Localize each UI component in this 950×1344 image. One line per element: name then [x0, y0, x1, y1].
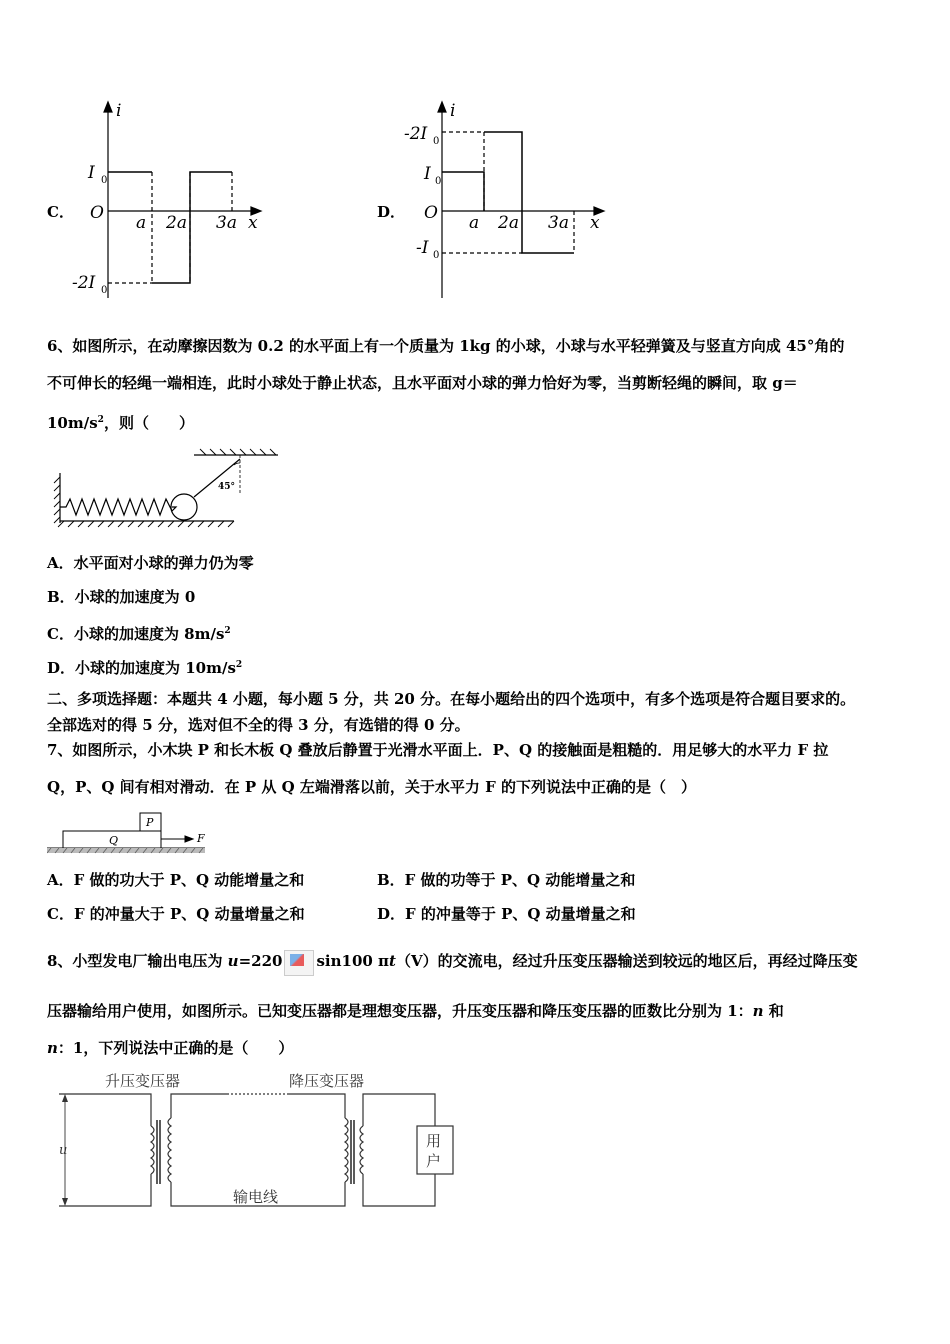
graph-d-tick-a: a [469, 213, 480, 233]
step-down-label: 降压变压器 [289, 1072, 365, 1090]
graph-d-neg2i0-top: -2I [404, 124, 428, 144]
user-label-1: 用 [426, 1132, 442, 1150]
label-q: Q [109, 834, 119, 847]
transmission-line-label: 输电线 [233, 1188, 279, 1206]
graph-d-tick-3a: 3a [548, 213, 569, 233]
angle-label: 45° [218, 482, 236, 492]
q6-line2: 不可伸长的轻绳一端相连，此时小球处于静止状态，且水平面对小球的弹力恰好为零，当剪断轻绳的瞬间，取 g＝ [47, 374, 798, 392]
graph-d [402, 98, 612, 300]
graph-d-origin: O [424, 203, 438, 223]
option-d-label: D． [377, 203, 406, 221]
svg-text:0: 0 [433, 250, 440, 261]
q7-line1: 7、如图所示，小木块 P 和长木板 Q 叠放后静置于光滑水平面上．P、Q 的接触面是粗糙的．用足够大的水平力 F 拉 [47, 741, 829, 759]
graph-c-origin: O [90, 203, 104, 223]
graph-d-neg-i0: -I [416, 238, 429, 258]
option-c-label: C． [47, 203, 74, 221]
section2-line1: 二、多项选择题：本题共 4 小题，每小题 5 分，共 20 分。在每小题给出的四个选项中，有多个选项是符合题目要求的。 [47, 690, 856, 708]
graph-c-tick-2a: 2a [166, 213, 187, 233]
q7-option-a: A．F 做的功大于 P、Q 动能增量之和 [47, 871, 305, 889]
step-down-secondary-coil [360, 1126, 363, 1174]
graph-d-wave [442, 172, 484, 211]
graph-d-i0: I [424, 164, 431, 184]
graph-c-tick-a: a [136, 213, 147, 233]
q8-line2: 压器输给用户使用，如图所示。已知变压器都是理想变压器，升压变压器和降压变压器的匝数比分别为 1：n 和 [47, 1002, 784, 1020]
svg-text:0: 0 [435, 176, 442, 187]
q6-option-d: D．小球的加速度为 $10m/s^2$ [47, 659, 243, 677]
q6-figure [50, 445, 290, 535]
graph-d-i-label: i [450, 101, 456, 121]
svg-text:0: 0 [101, 285, 108, 296]
step-up-primary-coil [151, 1126, 154, 1174]
graph-d-tick-2a: 2a [498, 213, 519, 233]
step-up-secondary-coil [168, 1118, 171, 1182]
svg-text:0: 0 [433, 136, 440, 147]
user-label-2: 户 [426, 1152, 442, 1170]
q7-figure [47, 810, 217, 858]
q8-line1: 8、小型发电厂输出电压为 u=220 sin100 πt（V）的交流电，经过升压变压器输送到较远的地区后，再经过降压变 [47, 950, 858, 976]
graph-c-neg2i0: -2I [72, 273, 96, 293]
label-f: F [197, 832, 205, 845]
broken-image-icon [284, 950, 314, 976]
step-up-label: 升压变压器 [105, 1072, 181, 1090]
graph-c-i-label: i [116, 101, 122, 121]
graph-c-i0: I [88, 163, 95, 183]
spring [60, 499, 176, 515]
q7-option-d: D．F 的冲量等于 P、Q 动量增量之和 [377, 905, 636, 923]
label-p: P [146, 816, 154, 829]
q6-option-b: B．小球的加速度为 0 [47, 588, 196, 606]
graph-d-x-label: x [590, 213, 600, 233]
q7-option-b: B．F 做的功等于 P、Q 动能增量之和 [377, 871, 636, 889]
q6-option-a: A．水平面对小球的弹力仍为零 [47, 554, 254, 572]
q7-line2: Q，P、Q 间有相对滑动．在 P 从 Q 左端滑落以前，关于水平力 F 的下列说法中正确的是（ ） [47, 778, 696, 796]
section2-line2: 全部选对的得 5 分，选对但不全的得 3 分，有选错的得 0 分。 [47, 716, 470, 734]
graph-c-tick-3a: 3a [216, 213, 237, 233]
q8-circuit [45, 1070, 475, 1215]
graph-c-x-label: x [248, 213, 258, 233]
svg-text:0: 0 [101, 175, 108, 186]
q6-line1: 6、如图所示，在动摩擦因数为 0.2 的水平面上有一个质量为 1kg 的小球，小球与水平轻弹簧及与竖直方向成 45°角的 [47, 337, 845, 355]
voltage-u-label: u [59, 1143, 68, 1158]
step-down-primary-coil [345, 1118, 348, 1182]
graph-c [70, 98, 270, 300]
q8-line3: n：1，下列说法中正确的是（ ） [47, 1039, 294, 1057]
q6-option-c: C．小球的加速度为 $8m/s^2$ [47, 625, 231, 643]
q7-option-c: C．F 的冲量大于 P、Q 动量增量之和 [47, 905, 305, 923]
q6-line3: $10m/s^2$，则（ ） [47, 414, 194, 432]
